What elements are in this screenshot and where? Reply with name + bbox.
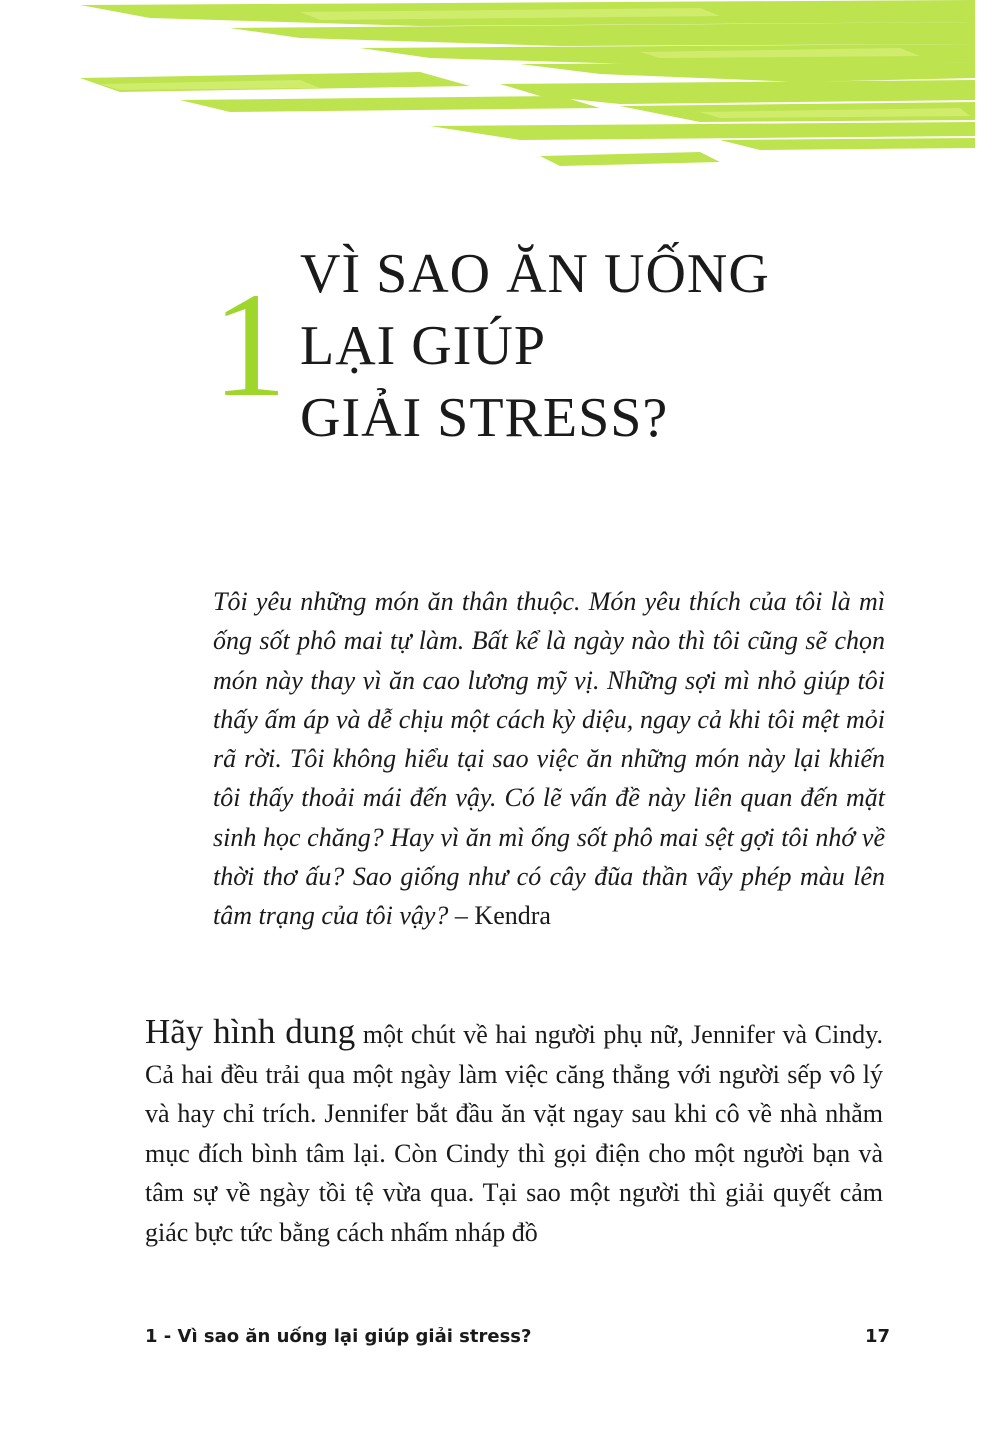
body-paragraph <box>145 1012 883 1252</box>
body-text: một chút về hai người phụ nữ, Jennifer và Cindy. Cả hai đều trải qua một ngày làm việc căng thẳng với người sếp vô lý và hay chỉ trích. Jennifer bắt đầu ăn vặt ngay sau khi cô về nhà nhằm mục đích bình tâm lại. Còn Cindy thì gọi điện cho một người bạn và tâm sự về ngày tồi tệ vừa qua. Tại sao một người thì giải quyết cảm giác bực tức bằng cách nhấm nháp đồ <box>145 1020 883 1247</box>
epigraph-quote <box>213 582 885 936</box>
chapter-title-line-2: LẠI GIÚP <box>300 315 546 377</box>
body-lead-in: Hãy hình dung <box>145 1012 356 1051</box>
chapter-number: 1 <box>212 262 287 428</box>
green-brush-stroke-header <box>0 0 1000 190</box>
page-footer <box>145 1322 890 1352</box>
chapter-title <box>300 238 770 454</box>
running-title: 1 - Vì sao ăn uống lại giúp giải stress? <box>145 1326 532 1347</box>
chapter-title-line-1: VÌ SAO ĂN UỐNG <box>300 243 770 305</box>
epigraph-author: – Kendra <box>454 901 551 931</box>
epigraph-text: Tôi yêu những món ăn thân thuộc. Món yêu thích của tôi là mì ống sốt phô mai tự làm. Bất kể là ngày nào thì tôi cũng sẽ chọn món này thay vì ăn cao lương mỹ vị. Những sợi mì nhỏ giúp tôi thấy ấm áp và dễ chịu một cách kỳ diệu, ngay cả khi tôi mệt mỏi rã rời. Tôi không hiểu tại sao việc ăn những món này lại khiến tôi thấy thoải mái đến vậy. Có lẽ vấn đề này liên quan đến mặt sinh học chăng? Hay vì ăn mì ống sốt phô mai sệt gợi tôi nhớ về thời thơ ấu? Sao giống như có cây đũa thần vẩy phép màu lên tâm trạng của tôi vậy? <box>213 587 885 931</box>
page-number: 17 <box>864 1326 890 1347</box>
chapter-title-line-3: GIẢI STRESS? <box>300 387 669 449</box>
